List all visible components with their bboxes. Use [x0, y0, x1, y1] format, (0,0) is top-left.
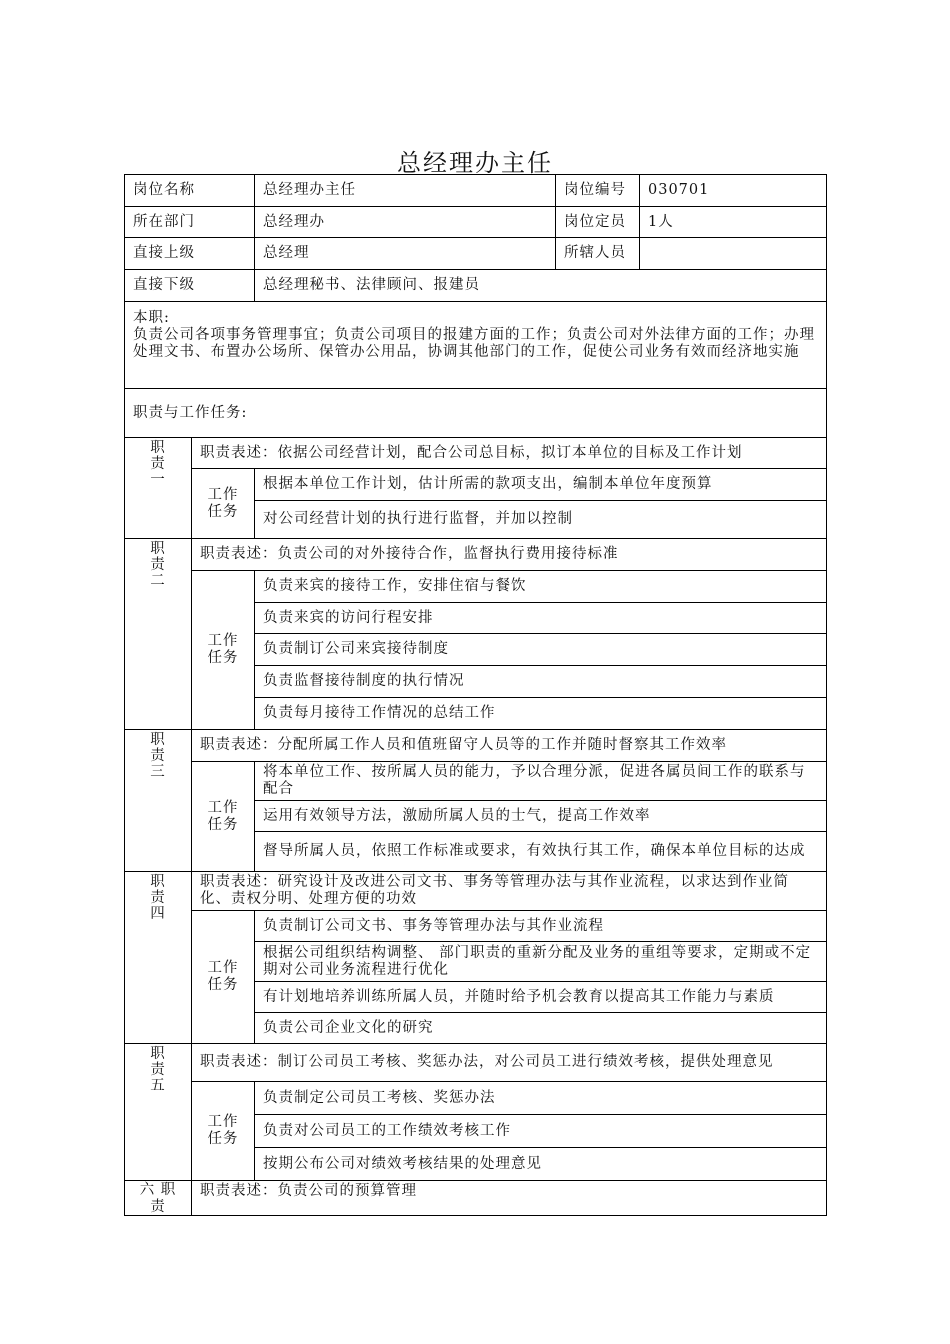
duty-4-task: 根据公司组织结构调整、 部门职责的重新分配及业务的重组等要求，定期或不定期对公司业务流程进行优化 [254, 941, 827, 981]
tasks-heading: 职责与工作任务: [124, 388, 827, 437]
duty-5-task: 负责制定公司员工考核、奖惩办法 [254, 1081, 827, 1114]
post-name-value: 总经理办主任 [254, 174, 555, 206]
duty-6-label: 六 职责 [124, 1180, 191, 1216]
staff-label: 所辖人员 [555, 237, 639, 269]
duty-1-task-label: 工作任务 [191, 468, 254, 538]
duty-1-task: 对公司经营计划的执行进行监督，并加以控制 [254, 500, 827, 538]
duty-2-task: 负责监督接待制度的执行情况 [254, 665, 827, 697]
duty-3-task: 将本单位工作、按所属人员的能力，予以合理分派，促进各属员间工作的联系与配合 [254, 761, 827, 800]
duty-4-label: 职责四 [124, 871, 191, 1043]
duty-1-task: 根据本单位工作计划，估计所需的款项支出，编制本单位年度预算 [254, 468, 827, 500]
duty-5-desc: 职责表述：制订公司员工考核、奖惩办法，对公司员工进行绩效考核，提供处理意见 [191, 1043, 827, 1081]
superior-value: 总经理 [254, 237, 555, 269]
dept-label: 所在部门 [124, 206, 254, 237]
quota-label: 岗位定员 [555, 206, 639, 237]
duty-4-task-label: 工作任务 [191, 910, 254, 1043]
duty-3-task-label: 工作任务 [191, 761, 254, 871]
duty-4-desc: 职责表述：研究设计及改进公司文书、事务等管理办法与其作业流程，以求达到作业简化、责权分明、处理方便的功效 [191, 871, 827, 910]
duty-1-label: 职责一 [124, 437, 191, 538]
duty-4-task: 有计划地培养训练所属人员，并随时给予机会教育以提高其工作能力与素质 [254, 981, 827, 1012]
duty-6-desc: 职责表述：负责公司的预算管理 [191, 1180, 827, 1216]
duty-2-task: 负责来宾的访问行程安排 [254, 602, 827, 633]
staff-value [639, 237, 827, 269]
duty-5-task: 按期公布公司对绩效考核结果的处理意见 [254, 1147, 827, 1180]
duty-intro [124, 301, 827, 388]
duty-2-label: 职责二 [124, 538, 191, 729]
duty-2-task-label: 工作任务 [191, 570, 254, 729]
duty-intro-text: 负责公司各项事务管理事宜；负责公司项目的报建方面的工作；负责公司对外法律方面的工作；办理处理文书、布置办公场所、保管办公用品，协调其他部门的工作，促使公司业务有效而经济地实施 [133, 327, 815, 360]
duty-4-task: 负责制订公司文书、事务等管理办法与其作业流程 [254, 910, 827, 941]
subordinate-label: 直接下级 [124, 269, 254, 301]
subordinate-value: 总经理秘书、法律顾问、报建员 [254, 269, 827, 301]
post-name-label: 岗位名称 [124, 174, 254, 206]
duty-2-task: 负责制订公司来宾接待制度 [254, 633, 827, 665]
superior-label: 直接上级 [124, 237, 254, 269]
document-title: 总经理办主任 [397, 149, 553, 177]
post-no-label: 岗位编号 [555, 174, 639, 206]
duty-3-label: 职责三 [124, 729, 191, 871]
duty-2-task: 负责每月接待工作情况的总结工作 [254, 697, 827, 729]
duty-3-desc: 职责表述：分配所属工作人员和值班留守人员等的工作并随时督察其工作效率 [191, 729, 827, 761]
duty-intro-label: 本职: [133, 310, 170, 326]
quota-value: 1人 [639, 206, 827, 237]
duty-5-task-label: 工作任务 [191, 1081, 254, 1180]
duty-5-label: 职责五 [124, 1043, 191, 1180]
duty-3-task: 督导所属人员，依照工作标准或要求，有效执行其工作，确保本单位目标的达成 [254, 831, 827, 871]
duty-4-task: 负责公司企业文化的研究 [254, 1012, 827, 1043]
post-no-value: 030701 [639, 174, 827, 206]
duty-5-task: 负责对公司员工的工作绩效考核工作 [254, 1114, 827, 1147]
duty-2-desc: 职责表述：负责公司的对外接待合作，监督执行费用接待标准 [191, 538, 827, 570]
duty-1-desc: 职责表述：依据公司经营计划，配合公司总目标，拟订本单位的目标及工作计划 [191, 437, 827, 468]
duty-3-task: 运用有效领导方法，激励所属人员的士气，提高工作效率 [254, 800, 827, 831]
dept-value: 总经理办 [254, 206, 555, 237]
duty-2-task: 负责来宾的接待工作，安排住宿与餐饮 [254, 570, 827, 602]
